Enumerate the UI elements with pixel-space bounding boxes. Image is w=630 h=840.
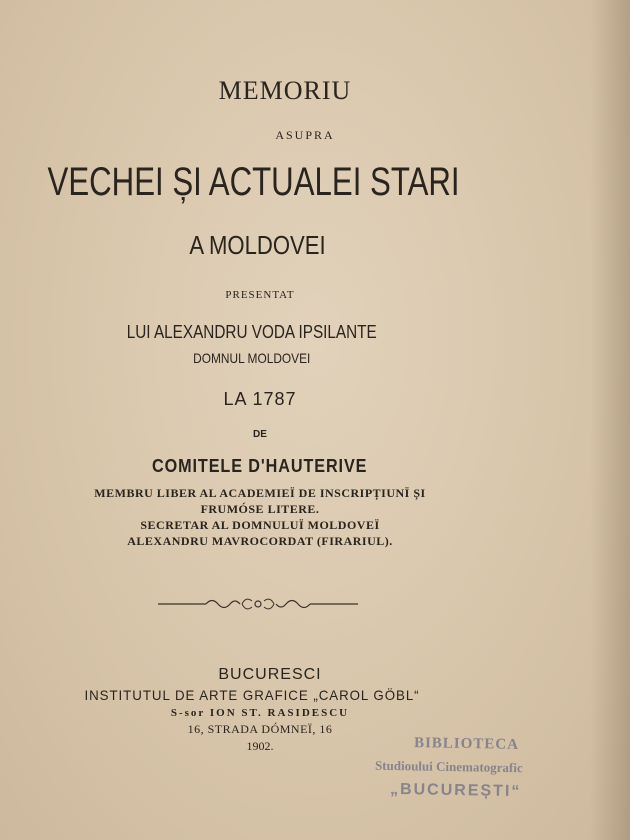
imprint-city: BUCURESCI bbox=[218, 666, 322, 683]
year-line: LA 1787 bbox=[223, 389, 297, 409]
author-name: COMITELE D'HAUTERIVE bbox=[152, 456, 368, 476]
author-desc-line-4: ALEXANDRU MAVROCORDAT (FIRARIUL). bbox=[127, 534, 393, 548]
heading-asupra: ASUPRA bbox=[275, 128, 335, 142]
imprint-publisher: INSTITUTUL DE ARTE GRAFICE „CAROL GÖBL“ bbox=[84, 687, 420, 703]
imprint-address: 16, STRADA DÓMNEÏ, 16 bbox=[187, 722, 333, 736]
library-stamp-line-3: „BUCUREȘTI“ bbox=[389, 780, 522, 801]
library-stamp-line-1: BIBLIOTECA bbox=[413, 735, 520, 753]
library-stamp-line-2: Studioului Cinematografic bbox=[374, 757, 523, 776]
main-title: VECHEI ȘI ACTUALEI STARI bbox=[47, 160, 460, 204]
main-subtitle: A MOLDOVEI bbox=[189, 230, 326, 260]
heading-memoriu: MEMORIU bbox=[218, 76, 352, 105]
author-desc-line-2: FRUMÓSE LITERE. bbox=[200, 502, 320, 516]
by-text: DE bbox=[253, 429, 267, 440]
author-desc-line-3: SECRETAR AL DOMNULUÏ MOLDOVEÏ bbox=[140, 518, 380, 532]
dedicatee-name: LUI ALEXANDRU VODA IPSILANTE bbox=[126, 322, 377, 342]
imprint-year: 1902. bbox=[246, 739, 274, 753]
page-edge-shadow bbox=[590, 0, 630, 840]
imprint-successor: S-sor ION ST. RASIDESCU bbox=[170, 707, 350, 719]
dedicatee-title: DOMNUL MOLDOVEI bbox=[193, 350, 311, 366]
presentat-text: PRESENTAT bbox=[225, 289, 295, 301]
author-desc-line-1: MEMBRU LIBER AL ACADEMIEÏ DE INSCRIPȚIUNÏ ȘI bbox=[94, 486, 426, 500]
ornament-divider bbox=[158, 594, 358, 614]
